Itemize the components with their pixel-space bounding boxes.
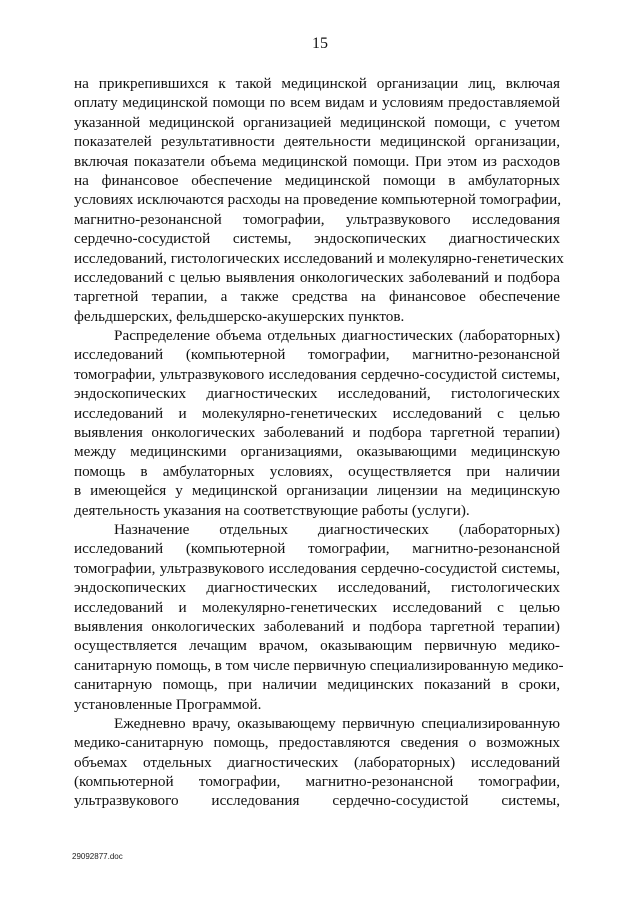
text-line: между медицинскими организациями, оказывающими медицинскую (74, 443, 560, 461)
paragraph (74, 74, 564, 326)
text-line: показателей результативности деятельности медицинской организации, (74, 133, 560, 151)
text-line: осуществляется лечащим врачом, оказывающим первичную медико- (74, 637, 560, 655)
text-line: Ежедневно врачу, оказывающему первичную специализированную (114, 714, 560, 732)
footer-document-id: 29092877.doc (72, 852, 123, 861)
text-line: Распределение объема отдельных диагностических (лабораторных) (114, 327, 560, 345)
text-line: эндоскопических диагностических исследований, гистологических (74, 385, 560, 403)
text-line: оплату медицинской помощи по всем видам и условиям предоставляемой (74, 94, 560, 112)
text-line: томографии, ультразвукового исследования сердечно-сосудистой системы, (74, 559, 560, 577)
text-line: ультразвукового исследования сердечно-сосудистой системы, (74, 792, 560, 810)
text-line: таргетной терапии, а также средства на финансовое обеспечение (74, 288, 560, 306)
paragraph (74, 714, 560, 811)
text-line: медико-санитарную помощь, предоставляются сведения о возможных (74, 734, 560, 752)
page-number: 15 (312, 35, 328, 52)
text-line: выявления онкологических заболеваний и подбора таргетной терапии) (74, 617, 560, 635)
text-line: магнитно-резонансной томографии, ультразвукового исследования (74, 210, 560, 228)
text-line: указанной медицинской организацией медицинской помощи, с учетом (74, 113, 560, 131)
text-line: (компьютерной томографии, магнитно-резонансной томографии, (74, 773, 560, 791)
paragraph (74, 520, 564, 714)
text-line: включая показатели объема медицинской помощи. При этом из расходов (74, 152, 560, 170)
text-line: исследований (компьютерной томографии, магнитно-резонансной (74, 540, 560, 558)
paragraph (74, 326, 560, 520)
text-line: эндоскопических диагностических исследований, гистологических (74, 579, 560, 597)
text-line: деятельность указания на соответствующие работы (услуги). (74, 501, 470, 519)
text-line: санитарную помощь, при наличии медицинских показаний в сроки, (74, 676, 560, 694)
text-line: условиях исключаются расходы на проведение компьютерной томографии, (74, 191, 562, 209)
text-line: в имеющейся у медицинской организации лицензии на медицинскую (74, 482, 560, 500)
text-line: сердечно-сосудистой системы, эндоскопических диагностических (74, 230, 560, 248)
text-line: исследований и молекулярно-генетических исследований с целью (74, 598, 560, 616)
text-line: объемах отдельных диагностических (лабораторных) исследований (74, 753, 560, 771)
text-line: на прикрепившихся к такой медицинской организации лиц, включая (74, 75, 560, 92)
text-line: исследований (компьютерной томографии, магнитно-резонансной (74, 346, 560, 364)
text-line: Назначение отдельных диагностических (лабораторных) (114, 520, 560, 538)
text-line: исследований и молекулярно-генетических исследований с целью (74, 404, 560, 422)
text-line: томографии, ультразвукового исследования сердечно-сосудистой системы, (74, 365, 560, 383)
text-line: фельдшерских, фельдшерско-акушерских пунктов. (74, 307, 405, 325)
text-line: выявления онкологических заболеваний и подбора таргетной терапии) (74, 424, 560, 442)
text-line: исследований с целью выявления онкологических заболеваний и подбора (74, 268, 560, 286)
text-line: на финансовое обеспечение медицинской помощи в амбулаторных (74, 171, 560, 189)
text-line: помощь в амбулаторных условиях, осуществляется при наличии (74, 462, 560, 480)
document-body (74, 74, 564, 811)
text-line: установленные Программой. (74, 695, 262, 713)
text-line: исследований, гистологических исследований и молекулярно-генетических (74, 249, 564, 267)
text-line: санитарную помощь, в том числе первичную специализированную медико- (74, 656, 564, 674)
